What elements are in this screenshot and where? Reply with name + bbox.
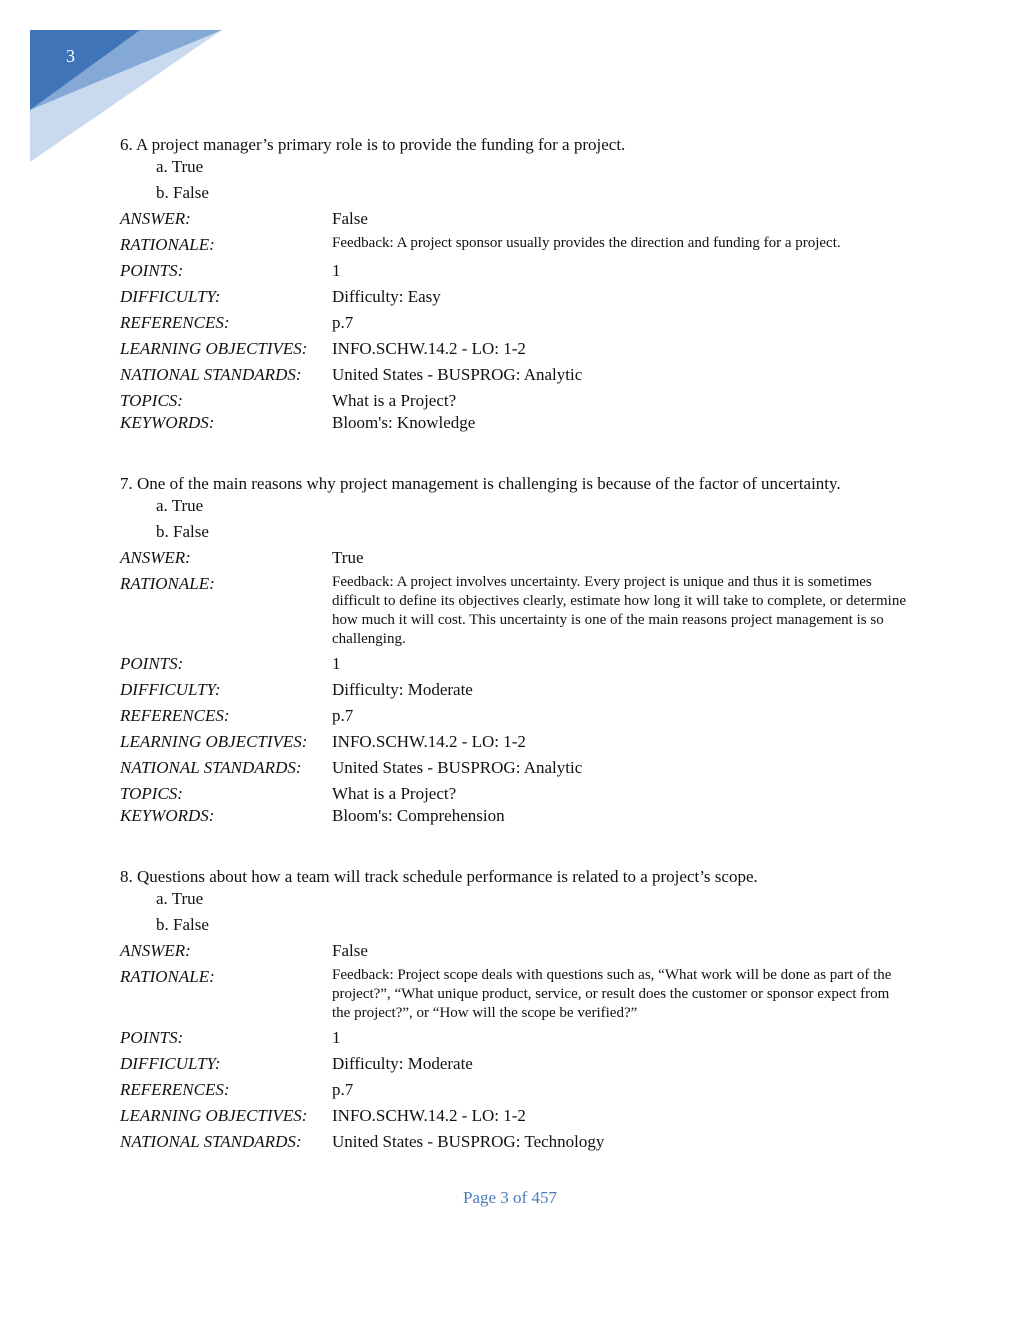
option-true: a. True xyxy=(156,889,204,908)
field-value: 1 xyxy=(332,1028,341,1047)
option-true: a. True xyxy=(156,496,204,515)
field-value: False xyxy=(332,209,368,228)
field-keywords xyxy=(120,805,910,827)
field-label: NATIONAL STANDARDS: xyxy=(120,1132,302,1151)
question-stem: 7. One of the main reasons why project management is challenging is because of the factor of uncertainty. xyxy=(120,474,841,493)
field-label: RATIONALE: xyxy=(120,967,215,986)
field-label: LEARNING OBJECTIVES: xyxy=(120,1106,308,1125)
option-false: b. False xyxy=(156,183,209,202)
field-value: p.7 xyxy=(332,313,354,332)
field-label: DIFFICULTY: xyxy=(120,1054,221,1073)
field-rationale xyxy=(120,966,910,1027)
option-false: b. False xyxy=(156,915,209,934)
field-label: POINTS: xyxy=(120,654,184,673)
field-label: TOPICS: xyxy=(120,391,183,410)
field-value: United States - BUSPROG: Analytic xyxy=(332,758,583,777)
field-value: Bloom's: Comprehension xyxy=(332,806,505,825)
field-value: 1 xyxy=(332,261,341,280)
field-value: 1 xyxy=(332,654,341,673)
field-value: United States - BUSPROG: Analytic xyxy=(332,365,583,384)
question-8 xyxy=(120,866,910,1153)
field-label: REFERENCES: xyxy=(120,313,230,332)
question-stem: 6. A project manager’s primary role is to provide the funding for a project. xyxy=(120,135,626,154)
field-references xyxy=(120,1079,910,1105)
field-label: ANSWER: xyxy=(120,548,191,567)
field-value: Feedback: A project involves uncertainty. Every project is unique and thus it is sometimes difficult to define its objectives clearly, estimate how long it will take to complete, or determine how much it will cost. This uncertainty is one of the main reasons project management is so challenging. xyxy=(332,574,906,647)
field-label: KEYWORDS: xyxy=(120,413,215,432)
field-label: LEARNING OBJECTIVES: xyxy=(120,339,308,358)
field-value: False xyxy=(332,941,368,960)
field-answer xyxy=(120,208,910,234)
field-rationale xyxy=(120,234,910,260)
field-label: REFERENCES: xyxy=(120,1080,230,1099)
field-difficulty xyxy=(120,1053,910,1079)
field-value: p.7 xyxy=(332,1080,354,1099)
field-label: POINTS: xyxy=(120,261,184,280)
field-learning-objectives xyxy=(120,1105,910,1131)
field-points xyxy=(120,1027,910,1053)
field-points xyxy=(120,653,910,679)
field-label: KEYWORDS: xyxy=(120,806,215,825)
field-value: Difficulty: Moderate xyxy=(332,1054,473,1073)
field-difficulty xyxy=(120,286,910,312)
field-label: TOPICS: xyxy=(120,784,183,803)
field-value: INFO.SCHW.14.2 - LO: 1-2 xyxy=(332,732,526,751)
field-references xyxy=(120,312,910,338)
field-value: What is a Project? xyxy=(332,784,457,803)
field-national-standards xyxy=(120,364,910,390)
field-value: Bloom's: Knowledge xyxy=(332,413,476,432)
field-national-standards xyxy=(120,1131,910,1153)
page-number-corner: 3 xyxy=(66,46,75,66)
field-national-standards xyxy=(120,757,910,783)
field-answer xyxy=(120,940,910,966)
field-points xyxy=(120,260,910,286)
field-label: REFERENCES: xyxy=(120,706,230,725)
field-learning-objectives xyxy=(120,338,910,364)
page-footer: Page 3 of 457 xyxy=(463,1188,557,1207)
field-label: NATIONAL STANDARDS: xyxy=(120,365,302,384)
field-label: POINTS: xyxy=(120,1028,184,1047)
field-value: Difficulty: Easy xyxy=(332,287,441,306)
field-label: RATIONALE: xyxy=(120,235,215,254)
field-value: INFO.SCHW.14.2 - LO: 1-2 xyxy=(332,1106,526,1125)
field-label: ANSWER: xyxy=(120,941,191,960)
field-label: ANSWER: xyxy=(120,209,191,228)
field-value: Feedback: Project scope deals with questions such as, “What work will be done as part of the project?”, “What unique product, service, or result does the customer or sponsor expect from the project?”, or “How will the scope be verified?” xyxy=(332,967,892,1021)
field-difficulty xyxy=(120,679,910,705)
field-value: What is a Project? xyxy=(332,391,457,410)
field-value: True xyxy=(332,548,364,567)
field-value: INFO.SCHW.14.2 - LO: 1-2 xyxy=(332,339,526,358)
field-label: NATIONAL STANDARDS: xyxy=(120,758,302,777)
field-topics xyxy=(120,390,910,412)
field-value: Difficulty: Moderate xyxy=(332,680,473,699)
field-references xyxy=(120,705,910,731)
field-rationale xyxy=(120,573,910,653)
question-7 xyxy=(120,473,910,827)
field-label: RATIONALE: xyxy=(120,574,215,593)
field-topics xyxy=(120,783,910,805)
question-stem: 8. Questions about how a team will track schedule performance is related to a project’s scope. xyxy=(120,867,758,886)
field-learning-objectives xyxy=(120,731,910,757)
field-keywords xyxy=(120,412,910,434)
field-value: p.7 xyxy=(332,706,354,725)
option-false: b. False xyxy=(156,522,209,541)
question-6 xyxy=(120,134,910,434)
field-value: Feedback: A project sponsor usually provides the direction and funding for a project. xyxy=(332,235,841,251)
field-label: DIFFICULTY: xyxy=(120,287,221,306)
option-true: a. True xyxy=(156,157,204,176)
field-label: DIFFICULTY: xyxy=(120,680,221,699)
field-answer xyxy=(120,547,910,573)
field-value: United States - BUSPROG: Technology xyxy=(332,1132,605,1151)
field-label: LEARNING OBJECTIVES: xyxy=(120,732,308,751)
